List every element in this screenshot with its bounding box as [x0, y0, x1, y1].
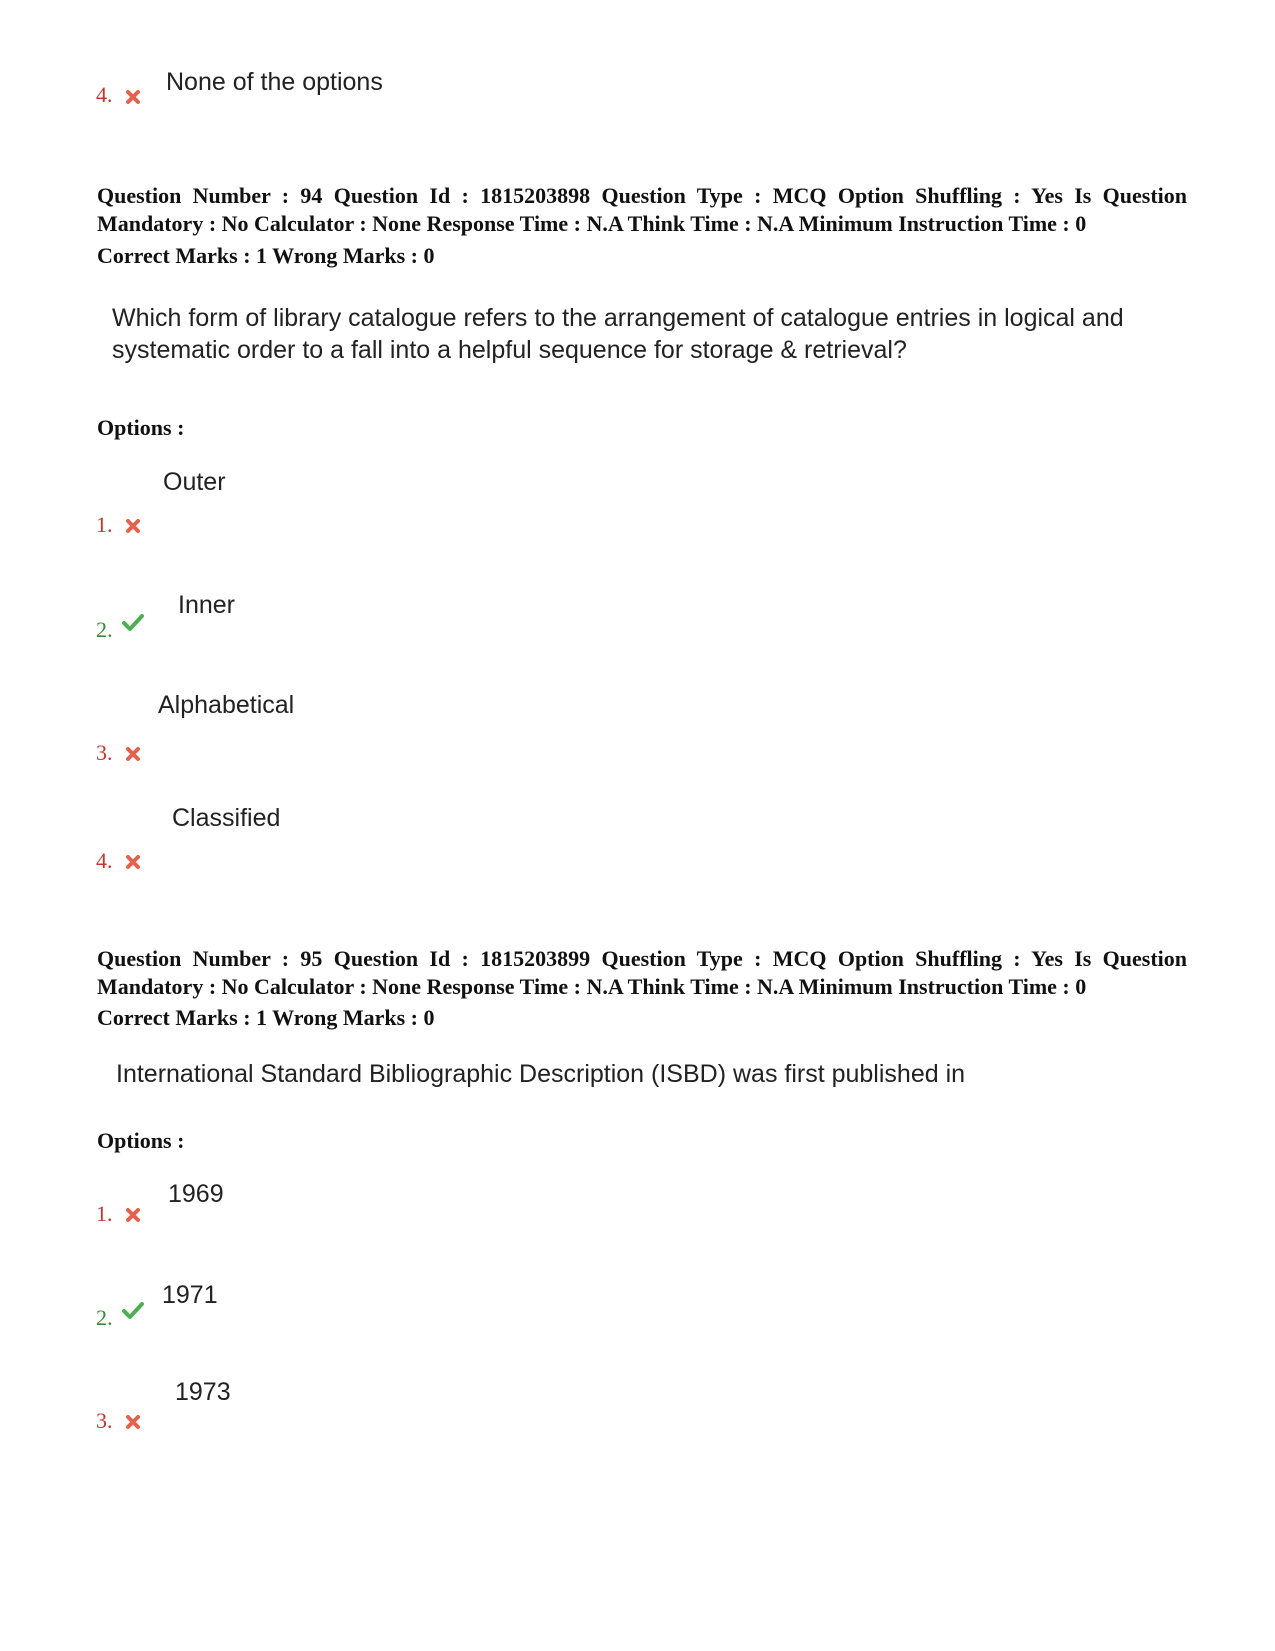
- option-text: 1973: [175, 1378, 231, 1406]
- option-text: None of the options: [166, 68, 383, 96]
- check-icon: [121, 1300, 145, 1325]
- option-text: Classified: [172, 804, 281, 832]
- option-number: 2.: [96, 1305, 113, 1330]
- question-text: Which form of library catalogue refers to the arrangement of catalogue entries in logical and systematic order to a fall into a helpful sequence for storage & retrieval?: [112, 304, 1124, 364]
- option-number: 4.: [96, 82, 113, 107]
- check-icon: [121, 612, 145, 637]
- option-text: 1971: [162, 1281, 218, 1309]
- option-text: Alphabetical: [158, 691, 295, 719]
- option-text: Inner: [178, 591, 235, 619]
- option-number: 3.: [96, 740, 113, 765]
- option-text: 1969: [168, 1180, 224, 1208]
- option-number: 4.: [96, 848, 113, 873]
- options-label: Options :: [97, 1128, 185, 1153]
- option-number: 3.: [96, 1408, 113, 1433]
- option-number: 1.: [96, 1201, 113, 1226]
- option-number: 2.: [96, 617, 113, 642]
- cross-icon: [124, 517, 142, 540]
- question-text: International Standard Bibliographic Description (ISBD) was first published in: [116, 1060, 966, 1088]
- marks-info: Correct Marks : 1 Wrong Marks : 0: [97, 243, 435, 268]
- options-label: Options :: [97, 415, 185, 440]
- option-text: Outer: [163, 468, 226, 496]
- cross-icon: [124, 1413, 142, 1436]
- cross-icon: [124, 745, 142, 768]
- cross-icon: [124, 853, 142, 876]
- cross-icon: [124, 1206, 142, 1229]
- question-meta: Question Number : 94 Question Id : 1815203898 Question Type : MCQ Option Shuffling : Yes Is Question Mandatory : No Calculator : None Response Time : N.A Think Time : N.A Minimum Instruction Time : 0: [97, 183, 1187, 236]
- marks-info: Correct Marks : 1 Wrong Marks : 0: [97, 1005, 435, 1030]
- question-meta: Question Number : 95 Question Id : 1815203899 Question Type : MCQ Option Shuffling : Yes Is Question Mandatory : No Calculator : None Response Time : N.A Think Time : N.A Minimum Instruction Time : 0: [97, 946, 1187, 999]
- option-number: 1.: [96, 512, 113, 537]
- cross-icon: [124, 88, 142, 111]
